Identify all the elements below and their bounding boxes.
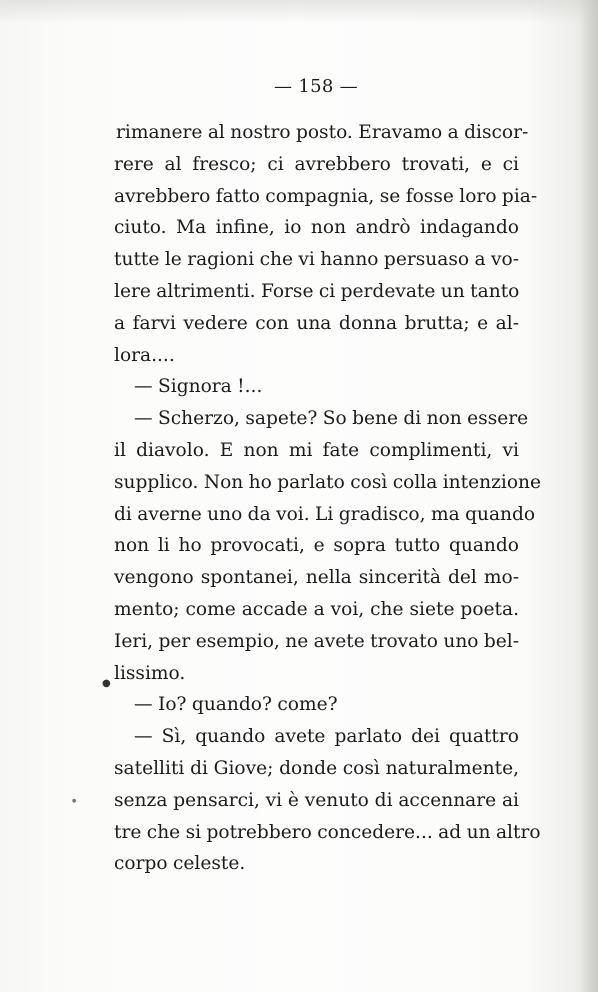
page-top-shadow [0, 0, 598, 24]
text-line: di averne uno da voi. Li gradisco, ma quando [114, 503, 536, 525]
text-line: lissimo. [114, 662, 186, 684]
text-line: rimanere al nostro posto. Eravamo a discor- [116, 122, 529, 143]
paragraph [114, 371, 519, 403]
text-line: senza pensarci, vi è venuto di accennare ai [114, 789, 519, 811]
text-line: lere altrimenti. Forse ci perdevate un tanto [114, 280, 520, 302]
text-line: ciuto. Ma infine, io non andrò indagando [114, 217, 519, 239]
text-line: vengono spontanei, nella sincerità del mo- [114, 567, 519, 589]
text-line: il diavolo. E non mi fate complimenti, vi [114, 439, 519, 461]
text-line: supplico. Non ho parlato così colla intenzione [114, 471, 542, 493]
body-text [114, 117, 542, 880]
text-line: tre che si potrebbero concedere... ad un altro [114, 821, 541, 843]
text-line: rere al fresco; ci avrebbero trovati, e ci [114, 153, 519, 175]
paragraph [114, 721, 541, 880]
text-line: tutte le ragioni che vi hanno persuaso a vo- [114, 249, 519, 271]
paragraph [114, 689, 519, 721]
paragraph [114, 403, 542, 689]
text-line: corpo celeste. [114, 853, 246, 875]
text-line: — Signora !... [134, 376, 263, 398]
text-line: lora.... [114, 344, 175, 366]
page-gutter-shadow [580, 0, 598, 992]
ink-speck: ● [102, 678, 111, 689]
text-line: satelliti di Giove; donde così naturalmente, [114, 757, 519, 779]
text-line: avrebbero fatto compagnia, se fosse loro pia- [114, 185, 538, 207]
text-line: mento; come accade a voi, che siete poeta. [114, 598, 519, 620]
page-number: — 158 — [274, 76, 358, 97]
paragraph [114, 117, 538, 371]
text-line: — Scherzo, sapete? So bene di non essere [134, 408, 529, 430]
text-line: a farvi vedere con una donna brutta; e al- [114, 312, 519, 334]
text-line: — Io? quando? come? [134, 694, 338, 716]
text-line: — Sì, quando avete parlato dei quattro [134, 726, 519, 748]
ink-speck: ● [72, 798, 77, 804]
text-line: Ieri, per esempio, ne avete trovato uno bel- [114, 630, 520, 652]
text-line: non li ho provocati, e sopra tutto quando [114, 535, 519, 557]
